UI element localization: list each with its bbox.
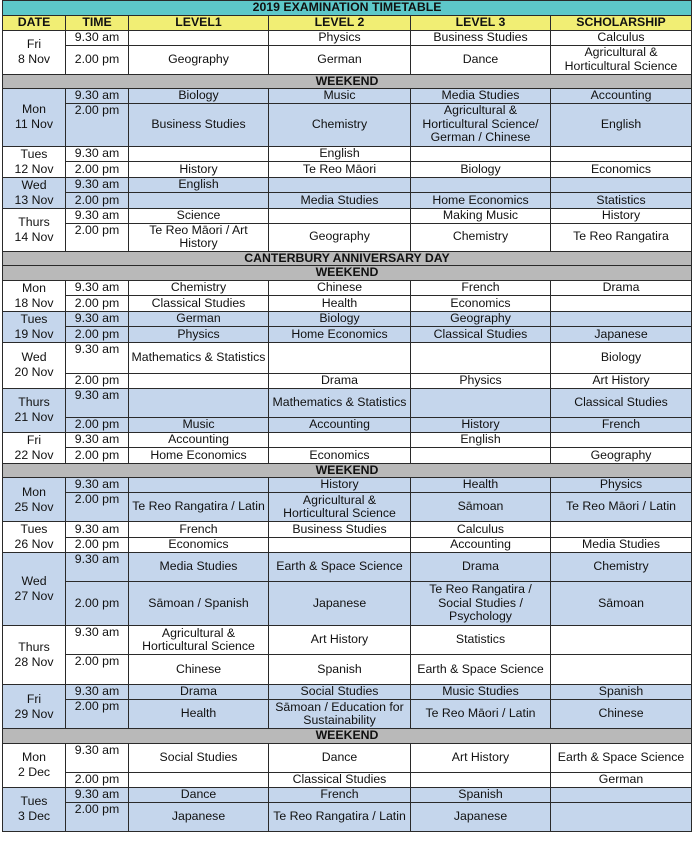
level3-cell: Classical Studies: [411, 327, 551, 343]
level1-cell: [129, 772, 269, 787]
time-cell: 2.00 pm: [66, 700, 129, 729]
weekday-label: Fri: [26, 432, 42, 447]
time-cell: 2.00 pm: [66, 537, 129, 553]
break-row: [3, 463, 692, 478]
scholarship-cell: [551, 177, 692, 193]
exam-session-row: [3, 537, 692, 553]
timetable-body: [3, 30, 692, 831]
level1-cell: Agricultural & Horticultural Science: [129, 626, 269, 655]
level1-cell: Social Studies: [129, 743, 269, 772]
level2-cell: Health: [269, 296, 411, 312]
date-cell: [3, 342, 66, 388]
date-cell: [3, 208, 66, 251]
level3-cell: Making Music: [411, 208, 551, 223]
scholarship-cell: Biology: [551, 342, 692, 373]
date-cell: [3, 553, 66, 626]
level1-cell: French: [129, 522, 269, 538]
break-row: [3, 74, 692, 89]
date-cell: [3, 177, 66, 208]
level1-cell: Health: [129, 700, 269, 729]
level3-cell: Business Studies: [411, 30, 551, 45]
level1-cell: Te Reo Rangatira / Latin: [129, 493, 269, 522]
scholarship-cell: Earth & Space Science: [551, 743, 692, 772]
weekday-label: Thurs: [18, 214, 50, 229]
level2-cell: Dance: [269, 743, 411, 772]
header-level3: LEVEL 3: [411, 15, 551, 30]
weekday-label: Fri: [26, 691, 42, 706]
scholarship-cell: Chinese: [551, 700, 692, 729]
exam-session-row: [3, 177, 692, 193]
time-cell: 2.00 pm: [66, 373, 129, 388]
level3-cell: French: [411, 280, 551, 296]
level1-cell: Classical Studies: [129, 296, 269, 312]
level1-cell: [129, 146, 269, 162]
exam-session-row: [3, 700, 692, 729]
level3-cell: Home Economics: [411, 193, 551, 209]
level1-cell: Chinese: [129, 655, 269, 685]
level2-cell: [269, 208, 411, 223]
weekday-label: Wed: [21, 177, 47, 192]
level2-cell: Home Economics: [269, 327, 411, 343]
level2-cell: Social Studies: [269, 685, 411, 700]
level2-cell: History: [269, 478, 411, 493]
level1-cell: English: [129, 177, 269, 193]
scholarship-cell: Media Studies: [551, 537, 692, 553]
date-cell: [3, 787, 66, 831]
level1-cell: Sāmoan / Spanish: [129, 582, 269, 626]
scholarship-cell: Japanese: [551, 327, 692, 343]
date-cell: [3, 311, 66, 342]
scholarship-cell: Spanish: [551, 685, 692, 700]
time-cell: 9.30 am: [66, 388, 129, 417]
day-month-label: 2 Dec: [17, 765, 51, 779]
exam-session-row: [3, 296, 692, 312]
weekday-label: Mon: [22, 750, 46, 764]
level2-cell: Chinese: [269, 280, 411, 296]
level3-cell: Calculus: [411, 522, 551, 538]
header-time: TIME: [66, 15, 129, 30]
level2-cell: Te Reo Māori: [269, 162, 411, 178]
level1-cell: Japanese: [129, 802, 269, 831]
level1-cell: [129, 30, 269, 45]
level1-cell: German: [129, 311, 269, 327]
timetable-wrapper: [2, 0, 691, 832]
exam-session-row: [3, 208, 692, 223]
scholarship-cell: Economics: [551, 162, 692, 178]
scholarship-cell: [551, 655, 692, 685]
level2-cell: Business Studies: [269, 522, 411, 538]
exam-session-row: [3, 223, 692, 251]
break-label: WEEKEND: [3, 463, 692, 478]
exam-session-row: [3, 522, 692, 538]
date-cell: [3, 743, 66, 787]
day-month-label: 3 Dec: [17, 809, 51, 823]
day-month-label: 25 Nov: [14, 499, 54, 514]
time-cell: 9.30 am: [66, 146, 129, 162]
scholarship-cell: History: [551, 208, 692, 223]
scholarship-cell: French: [551, 417, 692, 432]
exam-session-row: [3, 388, 692, 417]
timetable-title: 2019 EXAMINATION TIMETABLE: [3, 1, 692, 16]
time-cell: 2.00 pm: [66, 493, 129, 522]
scholarship-cell: Sāmoan: [551, 582, 692, 626]
time-cell: 9.30 am: [66, 30, 129, 45]
level2-cell: Physics: [269, 30, 411, 45]
scholarship-cell: Te Reo Māori / Latin: [551, 493, 692, 522]
exam-session-row: [3, 311, 692, 327]
exam-session-row: [3, 327, 692, 343]
scholarship-cell: [551, 626, 692, 655]
time-cell: 2.00 pm: [66, 162, 129, 178]
day-month-label: 8 Nov: [17, 52, 51, 66]
level1-cell: Te Reo Māori / Art History: [129, 223, 269, 251]
date-cell: [3, 146, 66, 177]
scholarship-cell: [551, 432, 692, 448]
exam-session-row: [3, 432, 692, 448]
date-cell: [3, 30, 66, 74]
time-cell: 2.00 pm: [66, 655, 129, 685]
time-cell: 9.30 am: [66, 787, 129, 802]
level2-cell: Te Reo Rangatira / Latin: [269, 802, 411, 831]
date-cell: [3, 478, 66, 522]
level3-cell: Sāmoan: [411, 493, 551, 522]
level1-cell: Mathematics & Statistics: [129, 342, 269, 373]
level3-cell: Agricultural & Horticultural Science/ German / Chinese: [411, 103, 551, 146]
level3-cell: Drama: [411, 553, 551, 582]
date-cell: [3, 89, 66, 147]
time-cell: 2.00 pm: [66, 45, 129, 74]
level3-cell: [411, 772, 551, 787]
exam-session-row: [3, 193, 692, 209]
break-row: [3, 251, 692, 266]
level2-cell: French: [269, 787, 411, 802]
time-cell: 2.00 pm: [66, 103, 129, 146]
scholarship-cell: Classical Studies: [551, 388, 692, 417]
level2-cell: Spanish: [269, 655, 411, 685]
level3-cell: Chemistry: [411, 223, 551, 251]
level2-cell: Media Studies: [269, 193, 411, 209]
day-month-label: 20 Nov: [14, 365, 54, 379]
level1-cell: Chemistry: [129, 280, 269, 296]
scholarship-cell: German: [551, 772, 692, 787]
header-level2: LEVEL 2: [269, 15, 411, 30]
level3-cell: Te Reo Rangatira / Social Studies / Psychology: [411, 582, 551, 626]
weekday-label: Wed: [21, 350, 47, 364]
level2-cell: Art History: [269, 626, 411, 655]
level2-cell: [269, 537, 411, 553]
level3-cell: [411, 388, 551, 417]
scholarship-cell: Drama: [551, 280, 692, 296]
time-cell: 9.30 am: [66, 743, 129, 772]
time-cell: 9.30 am: [66, 177, 129, 193]
level2-cell: Music: [269, 89, 411, 104]
level2-cell: Agricultural & Horticultural Science: [269, 493, 411, 522]
day-month-label: 27 Nov: [14, 589, 54, 603]
exam-session-row: [3, 89, 692, 104]
level2-cell: Sāmoan / Education for Sustainability: [269, 700, 411, 729]
exam-session-row: [3, 342, 692, 373]
scholarship-cell: [551, 296, 692, 312]
level3-cell: Economics: [411, 296, 551, 312]
header-level1: LEVEL1: [129, 15, 269, 30]
level1-cell: Biology: [129, 89, 269, 104]
header-date: DATE: [3, 15, 66, 30]
level1-cell: [129, 388, 269, 417]
weekday-label: Thurs: [18, 395, 50, 409]
exam-session-row: [3, 626, 692, 655]
weekday-label: Mon: [22, 280, 46, 295]
level3-cell: Media Studies: [411, 89, 551, 104]
level3-cell: [411, 448, 551, 464]
scholarship-cell: Calculus: [551, 30, 692, 45]
level3-cell: Biology: [411, 162, 551, 178]
weekday-label: Tues: [20, 794, 48, 808]
level2-cell: [269, 432, 411, 448]
time-cell: 9.30 am: [66, 685, 129, 700]
date-cell: [3, 280, 66, 311]
level2-cell: Biology: [269, 311, 411, 327]
level3-cell: Health: [411, 478, 551, 493]
exam-session-row: [3, 787, 692, 802]
level2-cell: Chemistry: [269, 103, 411, 146]
level2-cell: [269, 177, 411, 193]
level3-cell: English: [411, 432, 551, 448]
level3-cell: Music Studies: [411, 685, 551, 700]
weekday-label: Tues: [20, 311, 48, 326]
scholarship-cell: Statistics: [551, 193, 692, 209]
exam-session-row: [3, 417, 692, 432]
weekday-label: Mon: [22, 102, 46, 117]
exam-session-row: [3, 146, 692, 162]
level1-cell: Music: [129, 417, 269, 432]
exam-session-row: [3, 373, 692, 388]
time-cell: 2.00 pm: [66, 448, 129, 464]
level2-cell: Japanese: [269, 582, 411, 626]
day-month-label: 14 Nov: [14, 229, 54, 244]
scholarship-cell: Te Reo Rangatira: [551, 223, 692, 251]
exam-session-row: [3, 772, 692, 787]
day-month-label: 28 Nov: [14, 655, 54, 669]
weekday-label: Thurs: [18, 640, 50, 654]
level2-cell: Drama: [269, 373, 411, 388]
scholarship-cell: Art History: [551, 373, 692, 388]
level3-cell: Earth & Space Science: [411, 655, 551, 685]
exam-session-row: [3, 45, 692, 74]
scholarship-cell: English: [551, 103, 692, 146]
level1-cell: Business Studies: [129, 103, 269, 146]
level2-cell: Economics: [269, 448, 411, 464]
time-cell: 2.00 pm: [66, 802, 129, 831]
level2-cell: Accounting: [269, 417, 411, 432]
level2-cell: Classical Studies: [269, 772, 411, 787]
weekday-label: Fri: [26, 37, 42, 51]
break-label: CANTERBURY ANNIVERSARY DAY: [3, 251, 692, 266]
day-month-label: 12 Nov: [14, 161, 54, 176]
scholarship-cell: [551, 787, 692, 802]
level3-cell: Accounting: [411, 537, 551, 553]
scholarship-cell: [551, 146, 692, 162]
level1-cell: Media Studies: [129, 553, 269, 582]
day-month-label: 18 Nov: [14, 295, 54, 310]
time-cell: 9.30 am: [66, 208, 129, 223]
level1-cell: Dance: [129, 787, 269, 802]
time-cell: 2.00 pm: [66, 327, 129, 343]
title-row: [3, 1, 692, 16]
level1-cell: Science: [129, 208, 269, 223]
time-cell: 2.00 pm: [66, 417, 129, 432]
level3-cell: Dance: [411, 45, 551, 74]
header-row: [3, 15, 692, 30]
level3-cell: Spanish: [411, 787, 551, 802]
level2-cell: Geography: [269, 223, 411, 251]
date-cell: [3, 388, 66, 432]
exam-session-row: [3, 448, 692, 464]
break-label: WEEKEND: [3, 266, 692, 281]
level3-cell: [411, 177, 551, 193]
weekday-label: Tues: [20, 522, 48, 536]
level1-cell: [129, 373, 269, 388]
time-cell: 2.00 pm: [66, 193, 129, 209]
day-month-label: 19 Nov: [14, 326, 54, 341]
exam-session-row: [3, 493, 692, 522]
time-cell: 9.30 am: [66, 553, 129, 582]
break-label: WEEKEND: [3, 74, 692, 89]
exam-session-row: [3, 280, 692, 296]
day-month-label: 26 Nov: [14, 537, 54, 551]
level2-cell: Earth & Space Science: [269, 553, 411, 582]
scholarship-cell: [551, 311, 692, 327]
exam-session-row: [3, 802, 692, 831]
level1-cell: [129, 478, 269, 493]
level3-cell: Japanese: [411, 802, 551, 831]
level1-cell: Drama: [129, 685, 269, 700]
time-cell: 9.30 am: [66, 522, 129, 538]
time-cell: 9.30 am: [66, 626, 129, 655]
exam-session-row: [3, 685, 692, 700]
day-month-label: 22 Nov: [14, 447, 54, 462]
weekday-label: Mon: [22, 484, 46, 499]
time-cell: 2.00 pm: [66, 772, 129, 787]
header-scholarship: SCHOLARSHIP: [551, 15, 692, 30]
time-cell: 9.30 am: [66, 432, 129, 448]
exam-session-row: [3, 553, 692, 582]
level2-cell: German: [269, 45, 411, 74]
exam-session-row: [3, 162, 692, 178]
break-row: [3, 729, 692, 744]
level3-cell: Te Reo Māori / Latin: [411, 700, 551, 729]
level2-cell: Mathematics & Statistics: [269, 388, 411, 417]
time-cell: 9.30 am: [66, 280, 129, 296]
exam-session-row: [3, 582, 692, 626]
date-cell: [3, 626, 66, 685]
day-month-label: 13 Nov: [14, 192, 54, 207]
scholarship-cell: Accounting: [551, 89, 692, 104]
weekday-label: Tues: [20, 146, 48, 161]
weekday-label: Wed: [21, 574, 47, 588]
day-month-label: 11 Nov: [14, 117, 54, 132]
level1-cell: Geography: [129, 45, 269, 74]
level2-cell: [269, 342, 411, 373]
date-cell: [3, 432, 66, 463]
level3-cell: Art History: [411, 743, 551, 772]
time-cell: 9.30 am: [66, 342, 129, 373]
time-cell: 9.30 am: [66, 89, 129, 104]
level3-cell: History: [411, 417, 551, 432]
time-cell: 9.30 am: [66, 478, 129, 493]
level2-cell: English: [269, 146, 411, 162]
exam-session-row: [3, 743, 692, 772]
level1-cell: [129, 193, 269, 209]
level1-cell: Accounting: [129, 432, 269, 448]
level3-cell: Statistics: [411, 626, 551, 655]
exam-session-row: [3, 30, 692, 45]
day-month-label: 21 Nov: [14, 410, 54, 424]
level1-cell: History: [129, 162, 269, 178]
exam-session-row: [3, 655, 692, 685]
level3-cell: Physics: [411, 373, 551, 388]
scholarship-cell: Chemistry: [551, 553, 692, 582]
time-cell: 2.00 pm: [66, 296, 129, 312]
exam-timetable: [2, 0, 692, 832]
break-row: [3, 266, 692, 281]
time-cell: 9.30 am: [66, 311, 129, 327]
time-cell: 2.00 pm: [66, 223, 129, 251]
scholarship-cell: [551, 802, 692, 831]
time-cell: 2.00 pm: [66, 582, 129, 626]
scholarship-cell: Geography: [551, 448, 692, 464]
level1-cell: Economics: [129, 537, 269, 553]
level1-cell: Home Economics: [129, 448, 269, 464]
level3-cell: [411, 342, 551, 373]
exam-session-row: [3, 103, 692, 146]
break-label: WEEKEND: [3, 729, 692, 744]
date-cell: [3, 522, 66, 553]
scholarship-cell: Physics: [551, 478, 692, 493]
scholarship-cell: [551, 522, 692, 538]
level3-cell: [411, 146, 551, 162]
scholarship-cell: Agricultural & Horticultural Science: [551, 45, 692, 74]
exam-session-row: [3, 478, 692, 493]
level3-cell: Geography: [411, 311, 551, 327]
day-month-label: 29 Nov: [14, 706, 54, 721]
date-cell: [3, 685, 66, 729]
level1-cell: Physics: [129, 327, 269, 343]
